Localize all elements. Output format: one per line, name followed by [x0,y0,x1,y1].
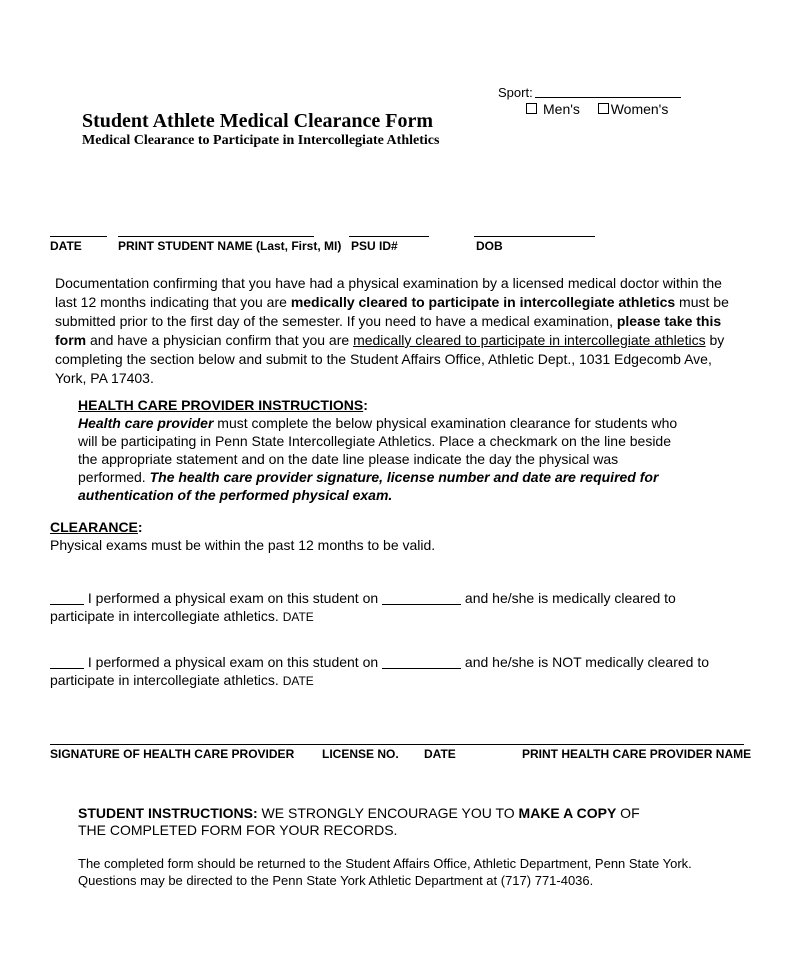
student-instructions-text-1: WE STRONGLY ENCOURAGE YOU TO [257,805,519,821]
mens-checkbox[interactable] [526,103,537,114]
instructions-heading [78,397,368,413]
womens-label: Women's [610,101,669,117]
clearance-heading [50,519,143,535]
clearance-option-not-cleared [50,653,740,690]
cleared-checkmark-line[interactable] [50,591,84,605]
provider-signature-line[interactable] [50,744,744,745]
instructions-heading-text: HEALTH CARE PROVIDER INSTRUCTIONS [78,397,364,413]
clearance-heading-text: CLEARANCE [50,519,138,535]
date-line[interactable] [50,236,107,237]
not-cleared-text-a: I performed a physical exam on this student on [84,654,383,670]
cleared-text-a: I performed a physical exam on this student on [84,590,383,606]
student-instructions [78,805,658,839]
cleared-exam-date-line[interactable] [382,591,461,605]
student-instructions-text-2: OF THE COMPLETED FORM FOR YOUR RECORDS. [78,805,640,838]
cleared-text-b: and he/she is medically cleared to participate in intercollegiate athletics. [50,590,676,624]
womens-checkbox[interactable] [598,103,609,114]
license-label: LICENSE NO. [322,747,399,761]
instructions-emphasis: The health care provider signature, license number and date are required for authentication of the performed physical exam. [78,469,659,503]
intro-underline: medically cleared to participate in intercollegiate athletics [353,332,706,348]
clearance-note: Physical exams must be within the past 12 months to be valid. [50,537,436,553]
intro-bold-2: please take this form [55,313,722,348]
psu-id-label: PSU ID# [351,239,398,253]
return-note: The completed form should be returned to the Student Affairs Office, Athletic Department, Penn State York. [78,856,692,871]
clearance-heading-colon: : [137,519,143,535]
intro-bold-1: medically cleared to participate in intercollegiate athletics [290,294,676,310]
intro-text-4: by completing the section below and submit to the Student Affairs Office, Athletic Dept., 1031 Edgecomb Ave, York, PA 17403. [55,332,725,386]
provider-name-label: PRINT HEALTH CARE PROVIDER NAME [522,747,752,761]
student-name-label: PRINT STUDENT NAME (Last, First, MI) [118,239,342,253]
student-instructions-bold: MAKE A COPY [518,805,617,821]
intro-paragraph [55,274,745,388]
student-name-line[interactable] [118,236,314,237]
sport-field [498,85,681,100]
clearance-option-cleared [50,589,710,626]
date-label: DATE [50,239,82,253]
questions-note: Questions may be directed to the Penn State York Athletic Department at (717) 771-4036. [78,873,594,888]
instructions-heading-colon: : [363,397,368,413]
not-cleared-checkmark-line[interactable] [50,655,84,669]
intro-text-2: must be submitted prior to the first day of the semester. If you need to have a medical examination, [55,294,729,329]
gender-options [526,101,668,117]
not-cleared-date-label: DATE [282,674,314,688]
intro-text-3: and have a physician confirm that you are [86,332,354,348]
sport-input-line[interactable] [535,85,681,98]
instructions-text: must complete the below physical examination clearance for students who will be participating in Penn State Intercollegiate Athletics. Place a checkmark on the line beside the appropriate statement and on the date line please indicate the day the physical was performed. [78,415,678,485]
instructions-body [78,414,678,504]
page-title: Student Athlete Medical Clearance Form [82,110,434,132]
not-cleared-exam-date-line[interactable] [382,655,461,669]
instructions-lead: Health care provider [78,415,214,431]
page-subtitle: Medical Clearance to Participate in Intercollegiate Athletics [82,133,440,148]
dob-label: DOB [476,239,503,253]
provider-signature-label: SIGNATURE OF HEALTH CARE PROVIDER [50,747,295,761]
psu-id-line[interactable] [349,236,429,237]
mens-label: Men's [543,101,580,117]
not-cleared-text-b: and he/she is NOT medically cleared to participate in intercollegiate athletics. [50,654,710,688]
sport-label: Sport: [498,85,533,100]
provider-date-label: DATE [424,747,456,761]
intro-text-1: Documentation confirming that you have had a physical examination by a licensed medical doctor within the last 12 months indicating that you are [55,275,722,310]
dob-line[interactable] [474,236,595,237]
cleared-date-label: DATE [282,610,314,624]
student-instructions-label: STUDENT INSTRUCTIONS: [78,805,258,821]
